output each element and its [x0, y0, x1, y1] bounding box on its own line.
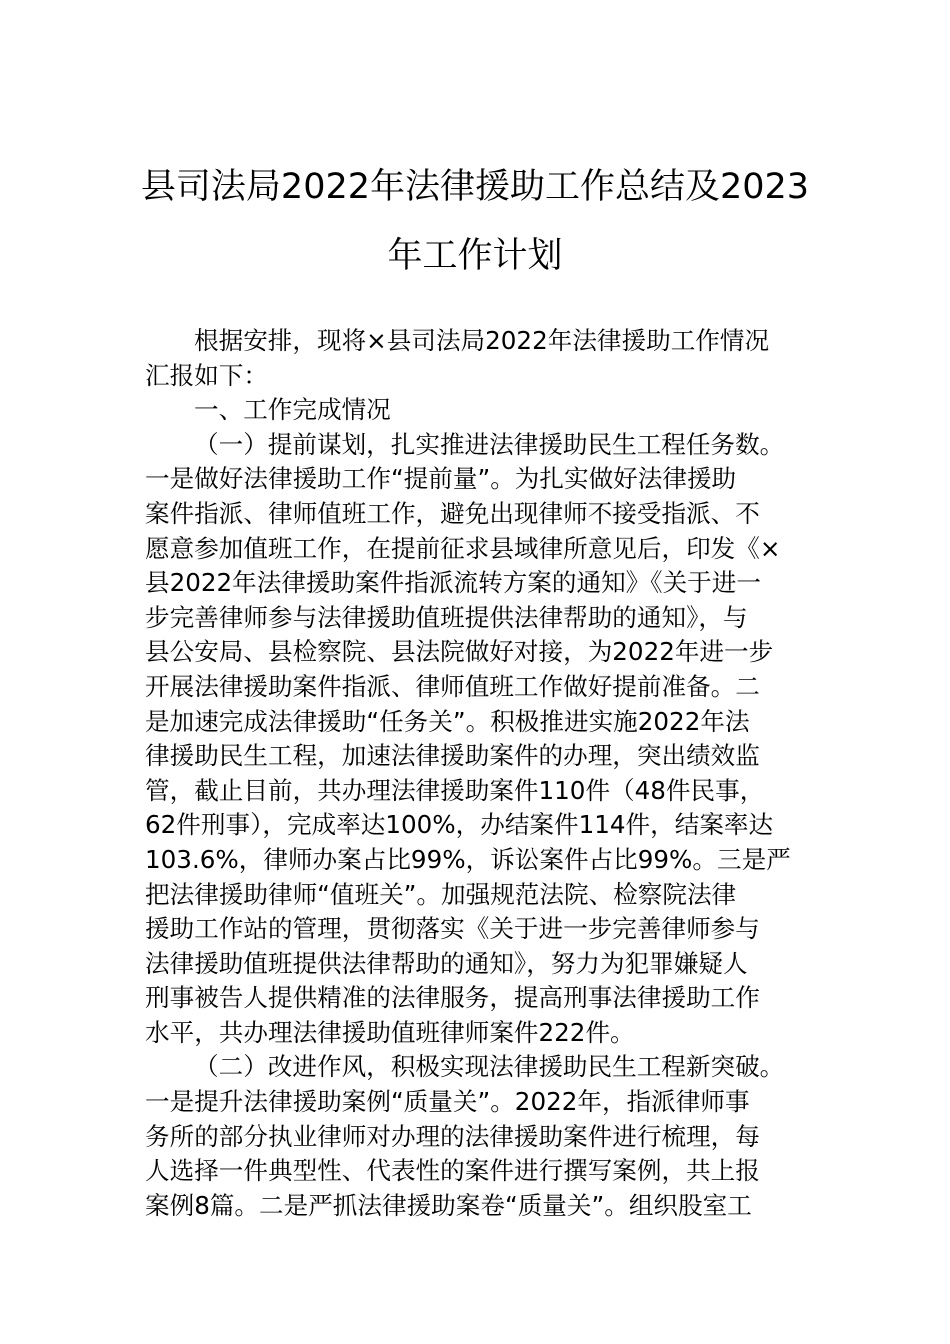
body-text-line: 管，截止目前，共办理法律援助案件110件（48件民事， — [145, 775, 765, 805]
document-title-line-1: 县司法局2022年法律援助工作总结及2023 — [140, 167, 810, 207]
body-text-line: 县2022年法律援助案件指派流转方案的通知》《关于进一 — [145, 568, 761, 598]
body-text-line: 把法律援助律师“值班关”。加强规范法院、检察院法律 — [145, 879, 737, 909]
body-text-line: 开展法律援助案件指派、律师值班工作做好提前准备。二 — [145, 671, 760, 701]
document-title-line-2: 年工作计划 — [387, 236, 563, 276]
body-text-line: 一、工作完成情况 — [194, 395, 391, 425]
body-text-line: 是加速完成法律援助“任务关”。积极推进实施2022年法 — [145, 706, 750, 736]
body-text-line: 一是做好法律援助工作“提前量”。为扎实做好法律援助 — [145, 464, 737, 494]
body-text-line: 县公安局、县检察院、县法院做好对接，为2022年进一步 — [145, 637, 774, 667]
body-text-line: 案例8篇。二是严抓法律援助案卷“质量关”。组织股室工 — [145, 1190, 752, 1220]
body-text-line: 愿意参加值班工作，在提前征求县域律所意见后，印发《× — [145, 533, 781, 563]
body-text-line: 一是提升法律援助案例“质量关”。2022年，指派律师事 — [145, 1087, 750, 1117]
body-text-line: 汇报如下： — [145, 360, 268, 390]
body-text-line: 步完善律师参与法律援助值班提供法律帮助的通知》，与 — [145, 602, 748, 632]
body-text-line: 人选择一件典型性、代表性的案件进行撰写案例，共上报 — [145, 1156, 760, 1186]
body-text-line: 根据安排，现将×县司法局2022年法律援助工作情况 — [194, 326, 770, 355]
body-text-line: （二）改进作风，积极实现法律援助民生工程新突破。 — [194, 1052, 785, 1082]
body-text-line: 62件刑事），完成率达100%，办结案件114件，结案率达 — [145, 810, 774, 840]
body-text-line: 案件指派、律师值班工作，避免出现律师不接受指派、不 — [145, 498, 760, 528]
body-text-line: 法律援助值班提供法律帮助的通知》，努力为犯罪嫌疑人 — [145, 948, 748, 978]
body-text-line: 103.6%，律师办案占比99%，诉讼案件占比99%。三是严 — [145, 844, 791, 874]
body-text-line: （一）提前谋划，扎实推进法律援助民生工程任务数。 — [194, 429, 785, 459]
body-text-line: 水平，共办理法律援助值班律师案件222件。 — [145, 1017, 635, 1047]
body-text-line: 刑事被告人提供精准的法律服务，提高刑事法律援助工作 — [145, 983, 760, 1013]
document-body — [145, 324, 835, 1223]
body-text-line: 律援助民生工程，加速法律援助案件的办理，突出绩效监 — [145, 741, 760, 771]
body-text-line: 务所的部分执业律师对办理的法律援助案件进行梳理，每 — [145, 1121, 760, 1151]
body-text-line: 援助工作站的管理，贯彻落实《关于进一步完善律师参与 — [145, 914, 760, 944]
